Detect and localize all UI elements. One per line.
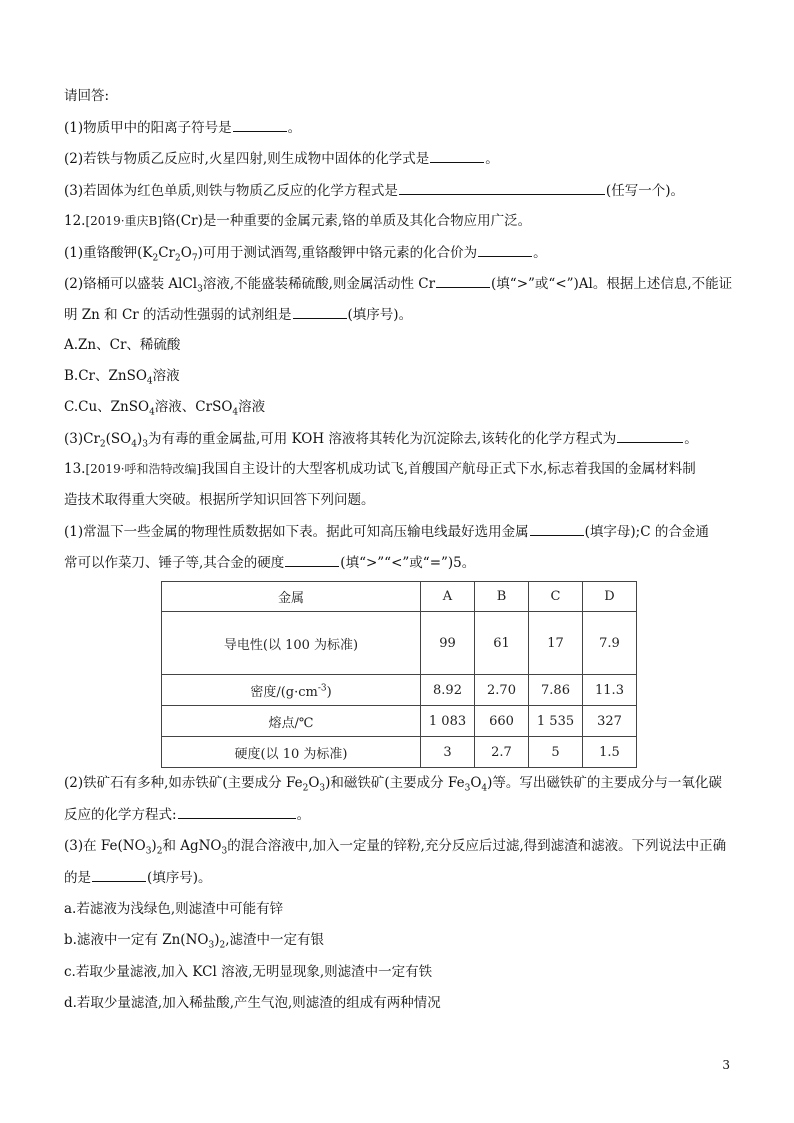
- problem-13-stem: 13.[2019·呼和浩特改编]我国自主设计的大型客机成功试飞,首艘国产航母正式下水,标志着我国的金属材料制: [64, 461, 696, 477]
- question-3: (3)若固体为红色单质,则铁与物质乙反应的化学方程式是 (任写一个)。: [64, 180, 732, 201]
- option-a: a.若滤液为浅绿色,则滤渣中可能有锌: [64, 901, 284, 917]
- table-cell: 7.9: [583, 612, 637, 675]
- option-C: C.Cu、ZnSO$_4$溶液、CrSO$_4$溶液: [64, 399, 266, 418]
- problem-13-q3-line2: 的是 (填序号)。: [64, 867, 732, 888]
- metal-properties-table: [161, 581, 637, 768]
- question-1: (1)物质甲中的阳离子符号是 。: [64, 117, 732, 138]
- table-cell: 327: [583, 706, 637, 737]
- question-2: (2)若铁与物质乙反应时,火星四射,则生成物中固体的化学式是 。: [64, 148, 732, 169]
- problem-12-stem: 12.[2019·重庆B]铬(Cr)是一种重要的金属元素,铬的单质及其化合物应用广泛。: [64, 213, 532, 229]
- table-cell: 1.5: [583, 737, 637, 768]
- table-cell: 17: [529, 612, 583, 675]
- answer-blank[interactable]: [617, 428, 683, 443]
- answer-blank[interactable]: [430, 148, 484, 163]
- answer-blank[interactable]: [293, 304, 347, 319]
- option-d: d.若取少量滤渣,加入稀盐酸,产生气泡,则滤渣的组成有两种情况: [64, 995, 441, 1011]
- table-cell: 1 083: [421, 706, 475, 737]
- page-number: 3: [722, 1058, 730, 1072]
- problem-13-stem-cont: 造技术取得重大突破。根据所学知识回答下列问题。: [64, 492, 375, 508]
- table-cell: 61: [475, 612, 529, 675]
- table-cell: 11.3: [583, 675, 637, 706]
- option-c: c.若取少量滤液,加入 KCl 溶液,无明显现象,则滤渣中一定有铁: [64, 964, 433, 980]
- answer-blank[interactable]: [178, 804, 296, 819]
- table-row: [162, 612, 637, 675]
- problem-12-q2-line2: 明 Zn 和 Cr 的活动性强弱的试剂组是 (填序号)。: [64, 304, 732, 325]
- option-b: b.滤液中一定有 $Zn(NO_3)_2$,滤渣中一定有银: [64, 932, 324, 951]
- table-cell: 99: [421, 612, 475, 675]
- answer-blank[interactable]: [399, 180, 605, 195]
- answer-blank[interactable]: [436, 273, 490, 288]
- answer-blank[interactable]: [530, 521, 584, 536]
- table-cell: 3: [421, 737, 475, 768]
- table-header-cell: 金属: [162, 582, 421, 612]
- problem-13-q1-line2: 常可以作菜刀、锤子等,其合金的硬度 (填“>”“<”或“=”)5。: [64, 552, 732, 573]
- problem-13-q2-line2: 反应的化学方程式: 。: [64, 804, 732, 825]
- option-A: A.Zn、Cr、稀硫酸: [64, 337, 181, 353]
- table-header-row: [162, 582, 637, 612]
- problem-13-q2-line1: (2)铁矿石有多种,如赤铁矿(主要成分 $Fe_2O_3$)和磁铁矿(主要成分 $Fe_3O_4$)等。写出磁铁矿的主要成分与一氧化碳: [64, 775, 722, 794]
- table-header-cell: D: [583, 582, 637, 612]
- answer-blank[interactable]: [285, 552, 339, 567]
- answer-blank[interactable]: [233, 117, 287, 132]
- row-label: 硬度(以 10 为标准): [162, 737, 421, 768]
- table-cell: 8.92: [421, 675, 475, 706]
- row-label: 熔点/℃: [162, 706, 421, 737]
- problem-12-q1: (1)重铬酸钾$(K_2Cr_2O_7)$可用于测试酒驾,重铬酸钾中铬元素的化合价为 。: [64, 242, 732, 263]
- table-row: [162, 706, 637, 737]
- prompt-text: 请回答:: [64, 88, 110, 104]
- problem-13-q1-line1: (1)常温下一些金属的物理性质数据如下表。据此可知高压输电线最好选用金属 (填字母);C 的合金通: [64, 521, 732, 542]
- problem-13-q3-line1: (3)在 $Fe(NO_3)_2$和 AgNO$_3$的混合溶液中,加入一定量的锌粉,充分反应后过滤,得到滤渣和滤液。下列说法中正确: [64, 838, 727, 857]
- table-cell: 7.86: [529, 675, 583, 706]
- table-cell: 5: [529, 737, 583, 768]
- answer-blank[interactable]: [478, 242, 532, 257]
- row-label: 密度$/(g\cdot cm^{-3})$: [162, 675, 421, 706]
- table-row: [162, 737, 637, 768]
- table-cell: 1 535: [529, 706, 583, 737]
- problem-12-q2-line1: (2)铬桶可以盛装 AlCl$_3$溶液,不能盛装稀硫酸,则金属活动性 Cr (填“>”或“<”)Al。根据上述信息,不能证: [64, 273, 732, 294]
- table-header-cell: A: [421, 582, 475, 612]
- row-label: 导电性(以 100 为标准): [162, 612, 421, 675]
- table-row: [162, 675, 637, 706]
- table-header-cell: B: [475, 582, 529, 612]
- answer-blank[interactable]: [92, 867, 146, 882]
- option-B: B.Cr、ZnSO$_4$溶液: [64, 368, 180, 387]
- table-cell: 2.7: [475, 737, 529, 768]
- table-cell: 2.70: [475, 675, 529, 706]
- table-header-cell: C: [529, 582, 583, 612]
- table-cell: 660: [475, 706, 529, 737]
- problem-12-q3: $(3)Cr_2(SO_4)_3$为有毒的重金属盐,可用 KOH 溶液将其转化为沉淀除去,该转化的化学方程式为 。: [64, 428, 732, 449]
